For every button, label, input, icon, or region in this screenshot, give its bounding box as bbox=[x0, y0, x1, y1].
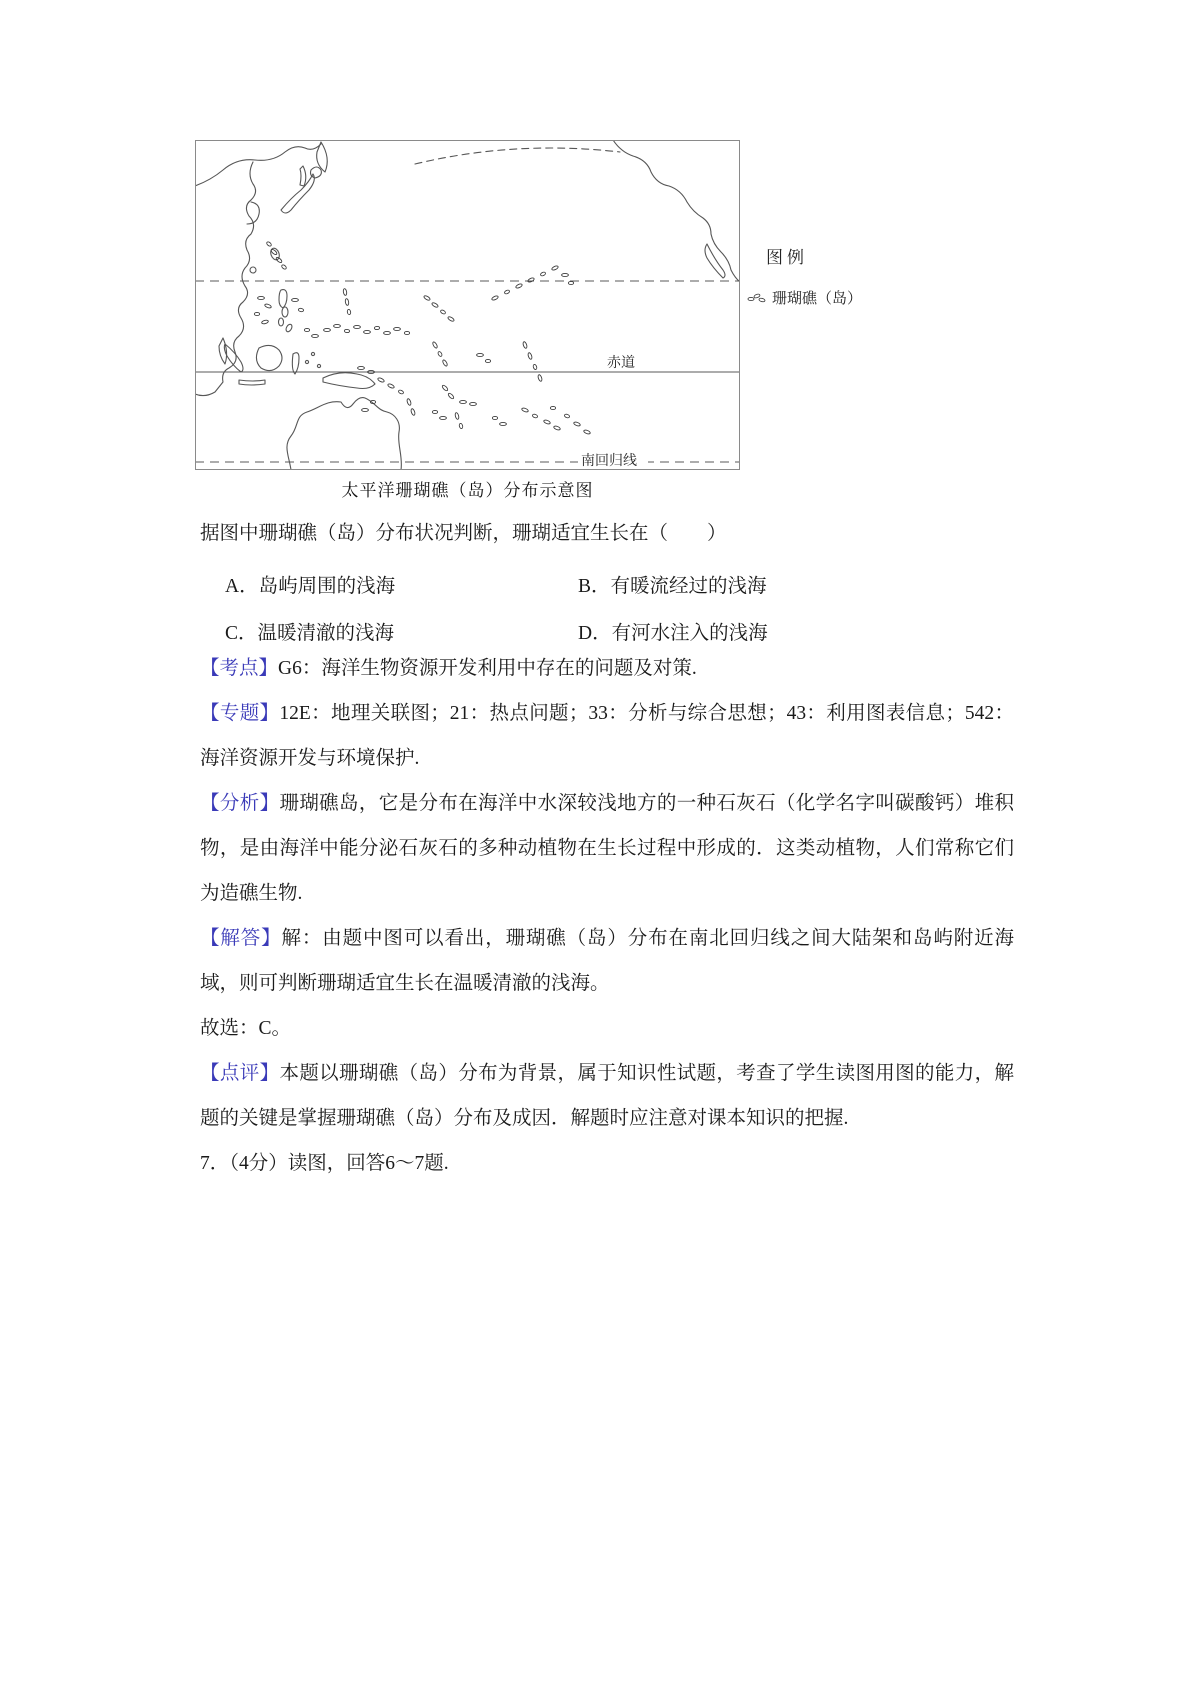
answer-text: 解：由题中图可以看出，珊瑚礁（岛）分布在南北回归线之间大陆架和岛屿附近海域，则可判断珊瑚适宜生长在温暖清澈的浅海。 bbox=[200, 928, 1014, 994]
option-c: C．温暖清澈的浅海 bbox=[225, 622, 395, 644]
figure-caption: 太平洋珊瑚礁（岛）分布示意图 bbox=[341, 481, 594, 500]
comment-paragraph bbox=[200, 1051, 1014, 1141]
answer-tag: 【解答】 bbox=[200, 928, 282, 949]
option-d: D．有河水注入的浅海 bbox=[578, 622, 768, 644]
exam-point-tag: 【考点】 bbox=[200, 658, 279, 679]
option-b: B．有暖流经过的浅海 bbox=[578, 575, 767, 597]
topic-paragraph bbox=[200, 691, 1014, 781]
question-stem: 据图中珊瑚礁（岛）分布状况判断，珊瑚适宜生长在（ ） bbox=[200, 523, 727, 544]
equator-label: 赤道 bbox=[607, 356, 635, 371]
analysis-paragraph bbox=[200, 781, 1014, 916]
topic-text: 12E：地理关联图；21：热点问题；33：分析与综合思想；43：利用图表信息；542：海洋资源开发与环境保护. bbox=[200, 703, 1014, 769]
coral-reef-marks bbox=[254, 241, 590, 435]
coastlines bbox=[195, 140, 740, 470]
tropic-of-capricorn-label: 南回归线 bbox=[581, 454, 637, 469]
exam-point-paragraph bbox=[200, 646, 1014, 691]
solution-block bbox=[200, 646, 1014, 1186]
comment-text: 本题以珊瑚礁（岛）分布为背景，属于知识性试题，考查了学生读图用图的能力，解题的关键是掌握珊瑚礁（岛）分布及成因．解题时应注意对课本知识的把握. bbox=[200, 1063, 1014, 1129]
exam-point-text: G6：海洋生物资源开发利用中存在的问题及对策. bbox=[278, 658, 697, 679]
topic-tag: 【专题】 bbox=[200, 703, 280, 724]
map-frame bbox=[196, 141, 740, 470]
option-a: A．岛屿周围的浅海 bbox=[225, 575, 396, 597]
legend-item-label: 珊瑚礁（岛） bbox=[772, 291, 863, 307]
coral-reef-legend-icon bbox=[746, 292, 768, 304]
final-answer: 故选：C。 bbox=[200, 1018, 292, 1039]
next-question-stem: 7．（4分）读图，回答6～7题. bbox=[200, 1153, 449, 1174]
analysis-text: 珊瑚礁岛，它是分布在海洋中水深较浅地方的一种石灰石（化学名字叫碳酸钙）堆积物，是由海洋中能分泌石灰石的多种动植物在生长过程中形成的．这类动植物，人们常称它们为造礁生物. bbox=[200, 793, 1014, 904]
analysis-tag: 【分析】 bbox=[200, 793, 280, 814]
legend-item bbox=[746, 287, 862, 308]
comment-tag: 【点评】 bbox=[200, 1063, 280, 1084]
options-grid bbox=[225, 560, 965, 654]
legend-title: 图例 bbox=[766, 248, 808, 267]
answer-paragraph bbox=[200, 916, 1014, 1006]
pacific-coral-map bbox=[195, 140, 740, 470]
